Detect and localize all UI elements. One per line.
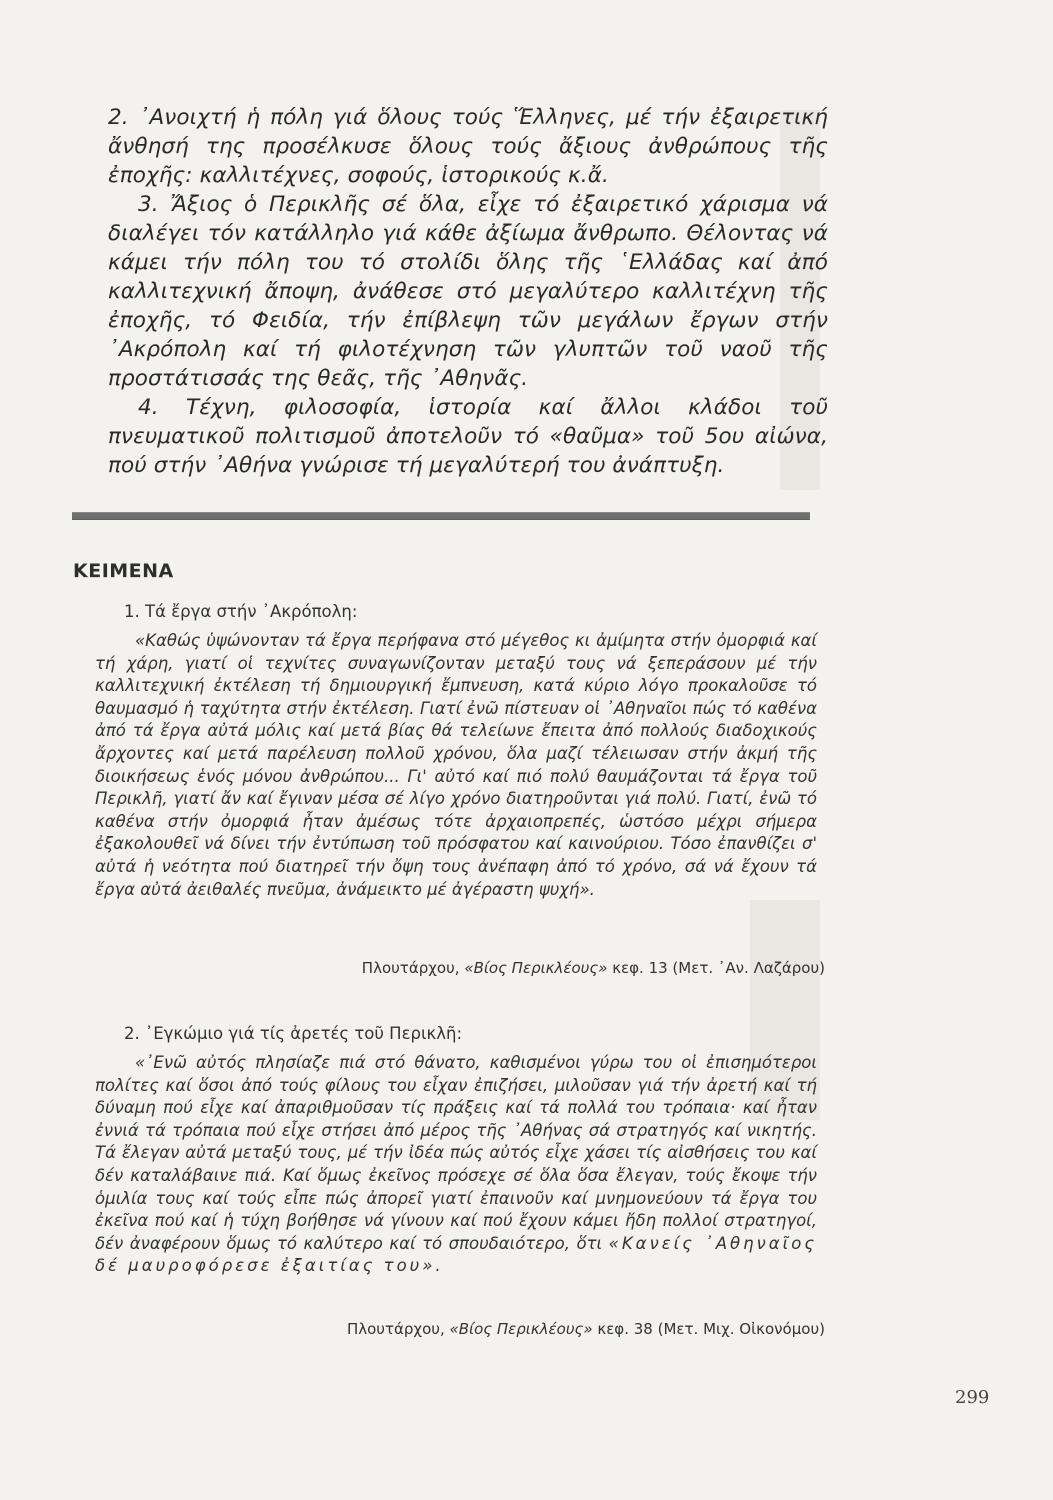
- text-2-title: 2. ᾿Εγκώμιο γιά τίς ἀρετές τοῦ Περικλῆ:: [124, 1024, 463, 1043]
- point-2: 2. ᾿Ανοιχτή ἡ πόλη γιά ὅλους τούς Ἕλληνες, μέ τήν ἐξαιρετική ἄνθησή της προσέλκυσε ὅλους τούς ἄξιους ἀνθρώπους τῆς ἐποχῆς: καλλιτέχνες, σοφούς, ἱστορικούς κ.ἄ.: [108, 105, 828, 188]
- section-divider: [72, 512, 810, 520]
- section-heading: ΚΕΙΜΕΝΑ: [73, 560, 174, 582]
- text-1-source: [362, 959, 825, 977]
- text-2-quote-body: [95, 1052, 817, 1278]
- point-3: 3. Ἄξιος ὁ Περικλῆς σέ ὅλα, εἶχε τό ἐξαιρετικό χάρισμα νά διαλέγει τόν κατάλληλο γιά κάθε ἀξίωμα ἄνθρωπο. Θέλοντας νά κάμει τήν πόλη του τό στολίδι ὅλης τῆς ῾Ελλάδας καί ἀπό καλλιτεχνική ἄποψη, ἀνάθεσε στό μεγαλύτερο καλλιτέχνη τῆς ἐποχῆς, τό Φειδία, τήν ἐπίβλεψη τῶν μεγάλων ἔργων στήν ᾿Ακρόπολη καί τή φιλοτέχνηση τῶν γλυπτῶν τοῦ ναοῦ τῆς προστάτισσάς της θεᾶς, τῆς ᾿Αθηνᾶς.: [108, 192, 828, 391]
- source-work: «Βίος Περικλέους»: [464, 959, 608, 977]
- source-author: Πλουτάρχου,: [346, 1320, 450, 1338]
- text-2-quote: [95, 1052, 817, 1278]
- text-2-quote-main: «᾿Ενῶ αὐτός πλησίαζε πιά στό θάνατο, καθισμένοι γύρω του οἱ ἐπισημότεροι πολίτες καί ὅσοι ἀπό τούς φίλους του εἶχαν ἐπιζήσει, μιλοῦσαν γιά τήν ἀρετή καί τή δύναμη πού εἶχε καί ἀπαριθμοῦσαν τίς πράξεις καί τά πολλά του τρόπαια· καί ἦταν ἐννιά τά τρόπαια πού εἶχε στήσει ἀπό μέρος τῆς ᾿Αθήνας σά στρατηγός καί νικητής. Τά ἔλεγαν αὐτά μεταξύ τους, μέ τήν ἰδέα πώς αὐτός εἶχε χάσει τίς αἰσθήσεις του καί δέν καταλάβαινε πιά. Καί ὅμως ἐκεῖνος πρόσεχε σέ ὅλα ὅσα ἔλεγαν, τούς ἔκοψε τήν ὁμιλία τους καί τούς εἶπε πώς ἀπορεῖ γιατί ἐπαινοῦν καί μνημονεύουν τά ἔργα του ἐκεῖνα πού καί ἡ τύχη βοήθησε νά γίνουν καί πού ἔχουν κάμει ἤδη πολλοί στρατηγοί, δέν ἀναφέρουν ὅμως τό καλύτερο καί τό σπουδαιότερο, ὅτι: [95, 1053, 817, 1253]
- text-1-quote-body: «Καθώς ὑψώνονταν τά ἔργα περήφανα στό μέγεθος κι ἀμίμητα στήν ὀμορφιά καί τή χάρη, γιατί οἱ τεχνίτες συναγωνίζονταν μεταξύ τους νά ξεπεράσουν μέ τήν καλλιτεχνική ἐκτέλεση τή δημιουργική ἔμπνευση, κατά κύριο λόγο προκαλοῦσε τό θαυμασμό ἡ ταχύτητα στήν ἐκτέλεση. Γιατί ἐνῶ πίστευαν οἱ ᾿Αθηναῖοι πώς τό καθένα ἀπό τά ἔργα αὐτά μόλις καί μετά βίας θά τελείωνε ἔπειτα ἀπό πολλούς διαδοχικούς ἄρχοντες καί μετά παρέλευση πολλοῦ χρόνου, ὅλα μαζί τέλειωσαν στήν ἀκμή τῆς διοικήσεως ἑνός μόνου ἀνθρώπου... Γι' αὐτό καί πιό πολύ θαυμάζονται τά ἔργα τοῦ Περικλῆ, γιατί ἄν καί ἔγιναν μέσα σέ λίγο χρόνο διατηροῦνται γιά πολύ. Γιατί, ἐνῶ τό καθένα στήν ὀμορφιά ἦταν ἀμέσως τότε ἀρχαιοπρεπές, ὡστόσο μέχρι σήμερα ἐξακολουθεῖ νά δίνει τήν ἐντύπωση τοῦ πρόσφατου καί καινούριου. Τόσο ἐπανθίζει σ' αὐτά ἡ νεότητα πού διατηρεῖ τήν ὄψη τους ἀνέπαφη ἀπό τό χρόνο, σά νά ἔχουν τά ἔργα αὐτά ἀειθαλές πνεῦμα, ἀνάμεικτο μέ ἀγέραστη ψυχή».: [95, 631, 817, 899]
- source-details: κεφ. 13 (Μετ. ᾿Αν. Λαζάρου): [607, 959, 825, 977]
- text-1-title: 1. Τά ἔργα στήν ᾿Ακρόπολη:: [124, 602, 358, 621]
- text-2-source: [347, 1320, 825, 1338]
- page-number: 299: [955, 1387, 990, 1408]
- text-2-quote-spaced: «Κανείς ᾿Αθηναῖος δέ μαυροφόρεσε ἐξαιτίας του».: [95, 1233, 818, 1276]
- point-4: 4. Τέχνη, φιλοσοφία, ἱστορία καί ἄλλοι κλάδοι τοῦ πνευματικοῦ πολιτισμοῦ ἀποτελοῦν τό «θαῦμα» τοῦ 5ου αἰώνα, πού στήν ᾿Αθήνα γνώρισε τή μεγαλύτερή του ἀνάπτυξη.: [108, 395, 828, 478]
- source-author: Πλουτάρχου,: [361, 959, 465, 977]
- source-details: κεφ. 38 (Μετ. Μιχ. Οἰκονόμου): [592, 1320, 825, 1338]
- text-1-quote: [95, 630, 817, 901]
- source-work: «Βίος Περικλέους»: [449, 1320, 593, 1338]
- numbered-points: [108, 103, 828, 480]
